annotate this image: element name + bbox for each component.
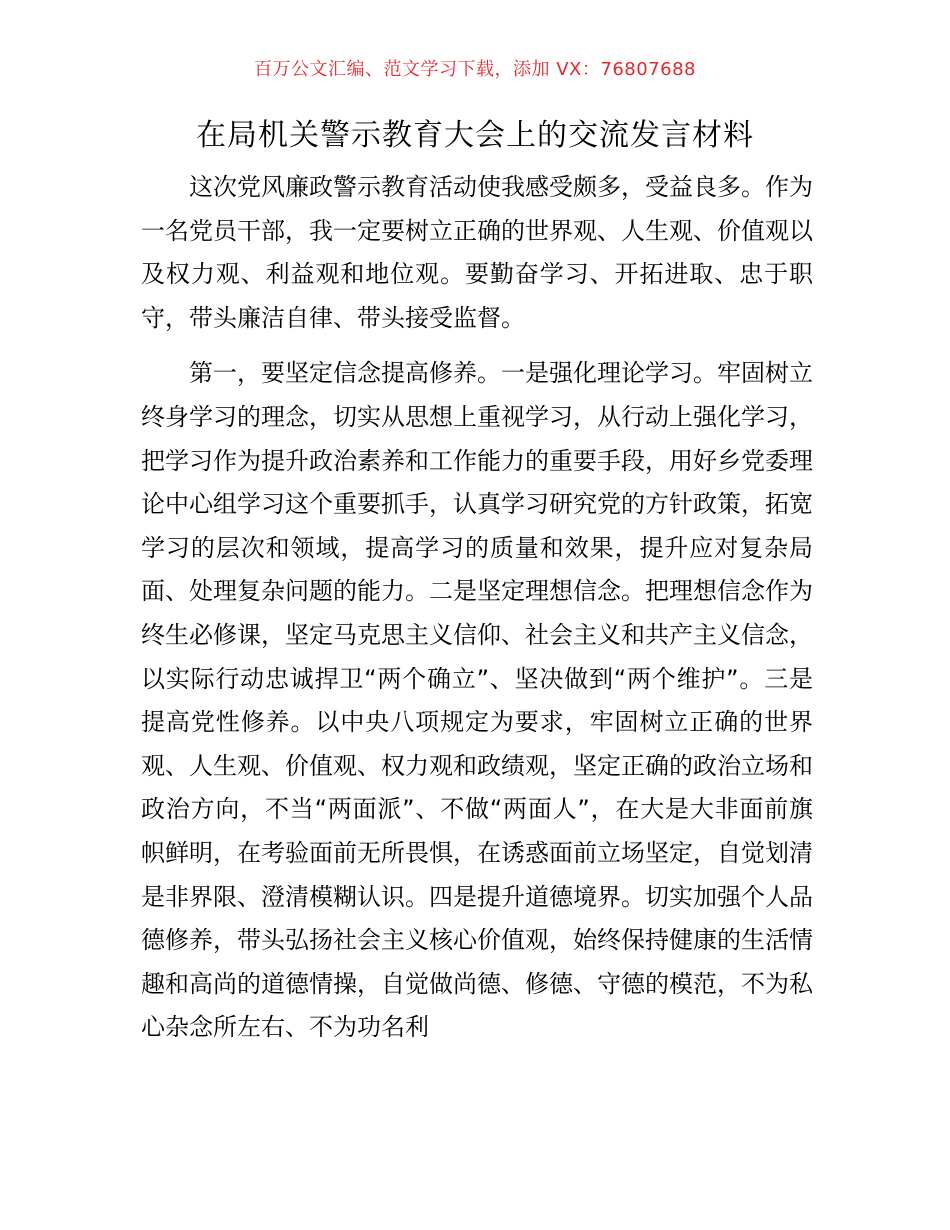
header-banner: 百万公文汇编、范文学习下载，添加 VX：76807688 bbox=[254, 59, 696, 80]
document-title: 在局机关警示教育大会上的交流发言材料 bbox=[196, 118, 754, 153]
paragraph-2: 第一，要坚定信念提高修养。一是强化理论学习。牢固树立终身学习的理念，切实从思想上重视学习，从行动上强化学习，把学习作为提升政治素养和工作能力的重要手段，用好乡党委理论中心组学习这个重要抓手，认真学习研究党的方针政策，拓宽学习的层次和领域，提高学习的质量和效果，提升应对复杂局面、处理复杂问题的能力。二是坚定理想信念。把理想信念作为终生必修课，坚定马克思主义信仰、社会主义和共产主义信念，以实际行动忠诚捍卫“两个确立”、坚决做到“两个维护”。三是提高党性修养。以中央八项规定为要求，牢固树立正确的世界观、人生观、价值观、权力观和政绩观，坚定正确的政治立场和政治方向，不当“两面派”、不做“两面人”，在大是大非面前旗帜鲜明，在考验面前无所畏惧，在诱惑面前立场坚定，自觉划清是非界限、澄清模糊认识。四是提升道德境界。切实加强个人品德修养，带头弘扬社会主义核心价值观，始终保持健康的生活情趣和高尚的道德情操，自觉做尚德、修德、守德的模范，不为私心杂念所左右、不为功名利 bbox=[141, 359, 813, 1042]
document-body bbox=[141, 166, 813, 1050]
paragraph-1: 这次党风廉政警示教育活动使我感受颇多，受益良多。作为一名党员干部，我一定要树立正确的世界观、人生观、价值观以及权力观、利益观和地位观。要勤奋学习、开拓进取、忠于职守，带头廉洁自律、带头接受监督。 bbox=[141, 173, 813, 332]
